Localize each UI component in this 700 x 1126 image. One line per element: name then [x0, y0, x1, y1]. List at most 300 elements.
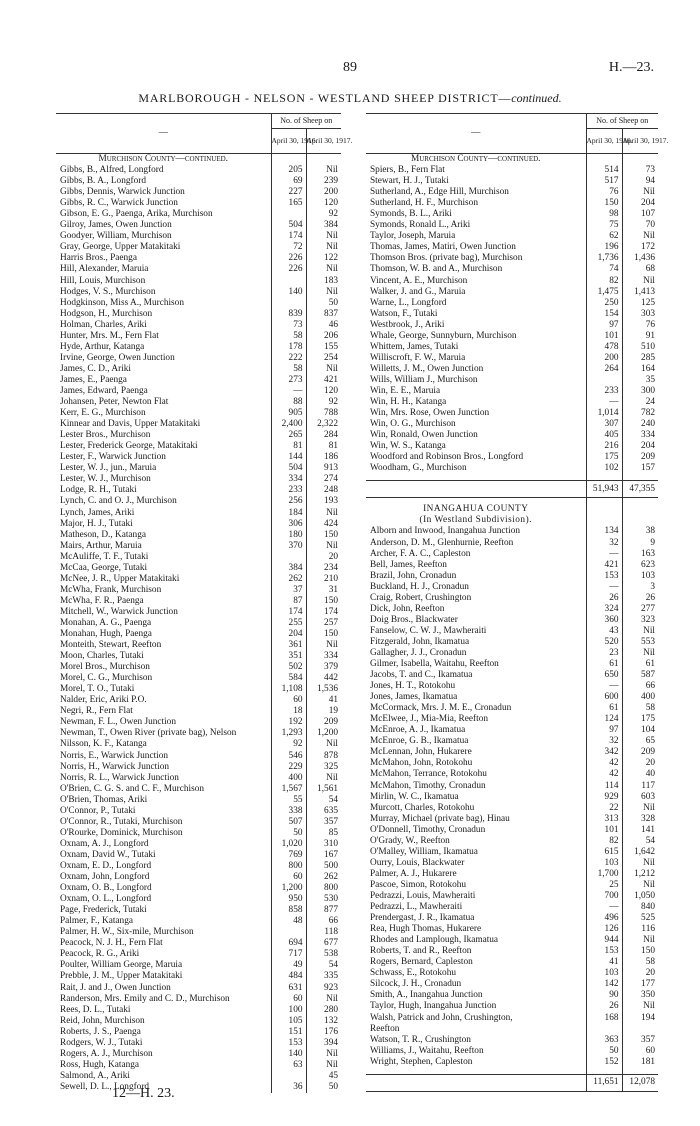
table-row — [56, 983, 341, 994]
sheep-1916: 76 — [586, 187, 622, 198]
sheep-1917: 204 — [622, 441, 658, 452]
section-heading: Murchison County—continued. — [410, 154, 541, 164]
owner-name: Page, Frederick, Tutaki — [60, 905, 147, 916]
sheep-1917: 107 — [622, 209, 658, 220]
sheep-1916: 192 — [271, 717, 306, 728]
table-row — [366, 968, 658, 979]
table-row — [56, 331, 341, 342]
table-row — [56, 949, 341, 960]
owner-name: Negri, R., Fern Flat — [60, 706, 133, 717]
sheep-1916: 256 — [271, 496, 306, 507]
sheep-1917: Nil — [622, 187, 658, 198]
table-row — [56, 695, 341, 706]
sheep-1916: 174 — [271, 231, 306, 242]
table-row — [56, 994, 341, 1005]
sheep-1916: 152 — [586, 1057, 622, 1068]
sheep-1916: 769 — [271, 850, 306, 861]
sheep-1917: 122 — [306, 253, 341, 264]
owner-name: Symonds, B. L., Ariki — [370, 209, 452, 220]
owner-name: Williscroft, F. W., Maruia — [370, 352, 466, 363]
sheep-1917: 3 — [622, 582, 658, 593]
sheep-1917: 248 — [306, 485, 341, 496]
sheep-1916: 204 — [271, 629, 306, 640]
sheep-1917: 177 — [622, 979, 658, 990]
table-row — [366, 902, 658, 913]
sheep-1916: 60 — [271, 872, 306, 883]
sheep-1916: 134 — [586, 526, 622, 537]
sheep-1917: 553 — [622, 637, 658, 648]
sheep-1916: 1,293 — [271, 728, 306, 739]
sheep-1917: 45 — [306, 1071, 341, 1082]
sheep-1917: 257 — [306, 618, 341, 629]
table-row — [56, 662, 341, 673]
table-row — [56, 883, 341, 894]
sheep-1917: 141 — [622, 825, 658, 836]
sheep-1917: 120 — [306, 198, 341, 209]
sheep-1917: 163 — [622, 549, 658, 560]
sheep-1916: 361 — [271, 640, 306, 651]
sheep-1916: 400 — [271, 773, 306, 784]
sheep-1917: 334 — [306, 651, 341, 662]
table-row — [366, 231, 658, 242]
table-row — [366, 736, 658, 747]
page-title — [0, 91, 700, 106]
owner-name: Win, H. H., Katanga — [370, 397, 447, 408]
owner-name: Palmer, H. W., Six-mile, Murchison — [60, 927, 194, 938]
owner-name: Hunter, Mrs. M., Fern Flat — [60, 330, 159, 341]
table-row — [366, 858, 658, 869]
owner-name: Williams, J., Waitahu, Reefton — [370, 1045, 484, 1056]
owner-name: Brazil, John, Cronadun — [370, 570, 457, 581]
sheep-1917: 41 — [306, 695, 341, 706]
title-suffix: continued. — [511, 91, 562, 105]
table-row — [56, 1082, 341, 1093]
table-row — [56, 894, 341, 905]
table-row — [56, 309, 341, 320]
sheep-1917: 150 — [306, 596, 341, 607]
table-row — [56, 264, 341, 275]
table-row — [56, 916, 341, 927]
sheep-1916: 700 — [586, 891, 622, 902]
table-row — [56, 419, 341, 430]
sheep-1917: 530 — [306, 894, 341, 905]
owner-name: Matheson, D., Katanga — [60, 529, 146, 540]
table-row — [366, 670, 658, 681]
sheep-1916: 504 — [271, 220, 306, 231]
table-row — [366, 681, 658, 692]
sheep-1917: 38 — [622, 526, 658, 537]
table-row — [56, 386, 341, 397]
table-row — [366, 747, 658, 758]
sheep-1916: 97 — [586, 725, 622, 736]
sheep-1917: 193 — [306, 496, 341, 507]
owner-name: James, Edward, Paenga — [60, 385, 148, 396]
sheep-1917: 280 — [306, 1005, 341, 1016]
sheep-1917: 400 — [622, 692, 658, 703]
sheep-1916: 504 — [271, 463, 306, 474]
table-row — [366, 615, 658, 626]
sheep-1917: Nil — [306, 541, 341, 552]
sheep-1916: 60 — [271, 695, 306, 706]
table-row — [56, 353, 341, 364]
table-row — [56, 795, 341, 806]
table-row — [56, 728, 341, 739]
owner-name: Doig Bros., Blackwater — [370, 614, 458, 625]
sheep-1916: 694 — [271, 938, 306, 949]
table-row — [366, 1046, 658, 1057]
table-row — [56, 585, 341, 596]
table-row — [366, 571, 658, 582]
table-row — [56, 817, 341, 828]
owner-name: O'Rourke, Dominick, Murchison — [60, 827, 183, 838]
table-row — [366, 957, 658, 968]
owner-name: Ross, Hugh, Katanga — [60, 1059, 140, 1070]
sheep-1916: 140 — [271, 287, 306, 298]
table-row — [56, 187, 341, 198]
sheep-1917: 840 — [622, 902, 658, 913]
sheep-1916: 615 — [586, 847, 622, 858]
sheep-1916: 105 — [271, 1016, 306, 1027]
sheep-1916: 264 — [586, 364, 622, 375]
sheep-1916: 496 — [586, 913, 622, 924]
sheep-1917: 116 — [622, 924, 658, 935]
owner-name: Norris, R. L., Warwick Junction — [60, 772, 179, 783]
sheep-1916: 72 — [271, 242, 306, 253]
sheep-1916: 600 — [586, 692, 622, 703]
sheep-1916: 153 — [271, 1038, 306, 1049]
table-row — [366, 979, 658, 990]
owner-name: Pedrazzi, Louis, Mawheraiti — [370, 891, 476, 901]
sheep-1917: 1,212 — [622, 869, 658, 880]
table-row — [366, 209, 658, 220]
sheep-1916: 324 — [586, 604, 622, 615]
table-row — [366, 386, 658, 397]
sheep-1916: 175 — [586, 452, 622, 463]
total-row — [366, 481, 658, 498]
sheep-1917: 206 — [306, 331, 341, 342]
table-row — [366, 353, 658, 364]
sheep-1916: 184 — [271, 508, 306, 519]
sheep-1916 — [586, 375, 622, 386]
table-row — [366, 331, 658, 342]
page-number: 89 — [343, 60, 357, 75]
sheep-1916: 74 — [586, 264, 622, 275]
table-row — [56, 1005, 341, 1016]
sheep-1916: 42 — [586, 769, 622, 780]
sheep-1917: 24 — [622, 397, 658, 408]
table-row — [366, 264, 658, 275]
sheep-1917: 323 — [622, 615, 658, 626]
owner-name: Gibbs, B. A., Longford — [60, 176, 146, 187]
sheep-1917: 40 — [622, 769, 658, 780]
table-row — [366, 946, 658, 957]
sheep-1917: 635 — [306, 806, 341, 817]
table-row — [366, 725, 658, 736]
sheep-1916: 717 — [271, 949, 306, 960]
owner-name: Lester, W. J., Murchison — [60, 474, 151, 485]
table-row — [56, 552, 341, 563]
sheep-1917: Nil — [306, 773, 341, 784]
owner-name: Roberts, J. S., Paenga — [60, 1026, 141, 1037]
sheep-1917: 54 — [306, 960, 341, 971]
sheep-1917: Nil — [306, 364, 341, 375]
sheep-1917: 50 — [306, 298, 341, 309]
sheep-1916: 1,108 — [271, 684, 306, 695]
owner-name: O'Malley, William, Ikamatua — [370, 846, 478, 857]
table-row — [56, 574, 341, 585]
sheep-1917: 132 — [306, 1016, 341, 1027]
sheep-1916: 153 — [586, 946, 622, 957]
owner-name: Moon, Charles, Tutaki — [60, 651, 144, 662]
table-row — [366, 869, 658, 880]
owner-name: Irvine, George, Owen Junction — [60, 352, 175, 363]
owner-name: Schwass, E., Rotokohu — [370, 968, 456, 979]
sheep-1917: 1,561 — [306, 784, 341, 795]
owner-name: Silcock, J. H., Cronadun — [370, 979, 462, 990]
sheep-1917: 394 — [306, 1038, 341, 1049]
owner-name: Roberts, T. and R., Reefton — [370, 946, 472, 957]
sheep-1916: 37 — [271, 585, 306, 596]
sheep-1916: 144 — [271, 452, 306, 463]
table-row — [56, 651, 341, 662]
table-row — [56, 1016, 341, 1027]
owner-name: Nilsson, K. F., Katanga — [60, 739, 147, 750]
owner-name: Watson, F., Tutaki — [370, 308, 438, 319]
owner-name: Symonds, Ronald L., Ariki — [370, 220, 471, 231]
total-label-cell — [366, 1074, 586, 1091]
owner-name: Kerr, E. G., Murchison — [60, 408, 146, 419]
owner-name: O'Grady, W., Reefton — [370, 835, 450, 846]
table-row — [366, 803, 658, 814]
owner-name: Lodge, R. H., Tutaki — [60, 485, 137, 496]
owner-name: McEnroe, G. B., Ikamatua — [370, 736, 469, 747]
sheep-1917: 68 — [622, 264, 658, 275]
sheep-1916 — [271, 1071, 306, 1082]
sheep-1916: 334 — [271, 474, 306, 485]
owner-name: McElwee, J., Mia-Mia, Reefton — [370, 714, 488, 725]
owner-name: Gallagher, J. J., Cronadun — [370, 647, 467, 658]
owner-name: James, C. D., Ariki — [60, 363, 132, 374]
sheep-1917: 66 — [622, 681, 658, 692]
sheep-1917: 335 — [306, 971, 341, 982]
table-row — [56, 629, 341, 640]
sheep-1917: 54 — [306, 795, 341, 806]
sheep-1917: 357 — [622, 1035, 658, 1046]
sheep-1917: 300 — [622, 386, 658, 397]
sheep-1916: 306 — [271, 519, 306, 530]
sheep-1916: 484 — [271, 971, 306, 982]
table-row — [366, 298, 658, 309]
owner-name: McWha, Frank, Murchison — [60, 584, 162, 595]
sheep-1916: 73 — [271, 320, 306, 331]
owner-name: Stewart, H. J., Tutaki — [370, 176, 449, 187]
header-dash: — — [56, 114, 271, 154]
sheep-1916: 196 — [586, 242, 622, 253]
sheep-1916: 26 — [586, 593, 622, 604]
table-row — [56, 253, 341, 264]
sheep-1916: 26 — [586, 1001, 622, 1012]
sheep-1917: Nil — [306, 264, 341, 275]
total-label-cell — [366, 481, 586, 498]
sheep-1916: 50 — [271, 828, 306, 839]
sheep-1917: Nil — [306, 231, 341, 242]
sheep-1916 — [271, 298, 306, 309]
table-row — [56, 861, 341, 872]
sheep-1917: 94 — [622, 176, 658, 187]
table-row — [56, 828, 341, 839]
sheep-1917: 20 — [622, 968, 658, 979]
table-row — [366, 397, 658, 408]
sheep-1916: 126 — [586, 924, 622, 935]
owner-name: Wright, Stephen, Capleston — [370, 1056, 473, 1067]
owner-name: Hodgkinson, Miss A., Murchison — [60, 297, 184, 308]
owner-name: Reid, John, Murchison — [60, 1015, 145, 1026]
sheep-1916: 360 — [586, 615, 622, 626]
sheep-1916: 1,567 — [271, 784, 306, 795]
owner-name: Holman, Charles, Ariki — [60, 319, 147, 330]
sheep-1917: 587 — [622, 670, 658, 681]
owner-name: McWha, F. R., Paenga — [60, 595, 144, 606]
table-row — [366, 463, 658, 474]
table-row — [56, 342, 341, 353]
owner-name: Gilmer, Isabella, Waitahu, Reefton — [370, 659, 499, 670]
owner-name: Lynch, James, Ariki — [60, 507, 135, 518]
owner-name: Oxnam, O. L., Longford — [60, 894, 152, 905]
sheep-1917: 1,050 — [622, 891, 658, 902]
sheep-1916: 363 — [586, 1035, 622, 1046]
sheep-1917: 103 — [622, 571, 658, 582]
owner-name: Poulter, William George, Maruia — [60, 960, 183, 971]
table-row — [56, 541, 341, 552]
table-row — [366, 375, 658, 386]
sheep-1917: 81 — [306, 441, 341, 452]
sheep-1917: 31 — [306, 585, 341, 596]
sheep-1916: 200 — [586, 353, 622, 364]
owner-name: James, E., Paenga — [60, 374, 127, 385]
table-row — [56, 850, 341, 861]
table-row — [366, 582, 658, 593]
table-row — [366, 792, 658, 803]
owner-name: Taylor, Hugh, Inangahua Junction — [370, 1001, 497, 1012]
owner-name: Hodges, V. S., Murchison — [60, 286, 156, 297]
sheep-1917: Nil — [622, 858, 658, 869]
sheep-1916: 63 — [271, 1060, 306, 1071]
sheep-1917: 837 — [306, 309, 341, 320]
sheep-1916: 944 — [586, 935, 622, 946]
table-row — [366, 276, 658, 287]
owner-name: Mitchell, W., Warwick Junction — [60, 606, 178, 617]
sheep-1917: Nil — [622, 935, 658, 946]
owner-name: Gray, George, Upper Matakitaki — [60, 242, 181, 253]
sheep-1917: 61 — [622, 659, 658, 670]
sheep-1916: 62 — [586, 231, 622, 242]
sheep-1917: 125 — [622, 298, 658, 309]
sheep-1917: 424 — [306, 519, 341, 530]
table-row — [366, 220, 658, 231]
footer-signature: 12—H. 23. — [112, 1086, 175, 1101]
owner-name: Mairs, Arthur, Maruia — [60, 540, 142, 551]
table-row — [56, 1071, 341, 1082]
sheep-1917: Nil — [622, 276, 658, 287]
owner-name: O'Brien, Thomas, Ariki — [60, 794, 148, 805]
table-row — [366, 648, 658, 659]
sheep-1917: 350 — [622, 990, 658, 1001]
table-row — [56, 441, 341, 452]
owner-name: Win, Mrs. Rose, Owen Junction — [370, 408, 490, 419]
sheep-1917: 9 — [622, 538, 658, 549]
sheep-1916: 142 — [586, 979, 622, 990]
sheep-1916: 97 — [586, 320, 622, 331]
sheep-1916: 140 — [271, 1049, 306, 1060]
sheep-1917: 204 — [622, 198, 658, 209]
sheep-1917: 91 — [622, 331, 658, 342]
owner-name: Hodgson, H., Murchison — [60, 308, 153, 319]
sheep-1916: 61 — [586, 659, 622, 670]
table-row — [56, 220, 341, 231]
total-1917: 12,078 — [622, 1074, 658, 1091]
owner-name: Hill, Alexander, Maruia — [60, 264, 149, 275]
sheep-1917: 234 — [306, 563, 341, 574]
sheep-1916: — — [271, 386, 306, 397]
table-row — [366, 769, 658, 780]
sheep-1916: 233 — [586, 386, 622, 397]
table-row — [366, 880, 658, 891]
table-row — [366, 408, 658, 419]
owner-name: Thomas, James, Matiri, Owen Junction — [370, 242, 516, 253]
owner-name: Smith, A., Inangahua Junction — [370, 990, 483, 1001]
sheep-1917: 19 — [306, 706, 341, 717]
sheep-1917: 66 — [306, 916, 341, 927]
owner-name: Craig, Robert, Crushington — [370, 592, 472, 603]
table-row — [366, 1057, 658, 1068]
sheep-1917: 54 — [622, 836, 658, 847]
sheep-1916 — [271, 276, 306, 287]
sheep-1916: 58 — [271, 364, 306, 375]
owner-name: Prebble, J. M., Upper Matakitaki — [60, 971, 183, 982]
table-row — [56, 508, 341, 519]
owner-name: Monteith, Stewart, Reefton — [60, 640, 162, 651]
sheep-1917: Nil — [306, 1049, 341, 1060]
owner-name: Anderson, D. M., Glenhurnie, Reefton — [370, 537, 514, 548]
sheep-1916: 50 — [586, 1046, 622, 1057]
owner-name: Lester, F., Warwick Junction — [60, 452, 166, 463]
owner-name: Thomson Bros. (private bag), Murchison — [370, 253, 523, 264]
owner-name: Archer, F. A. C., Capleston — [370, 548, 471, 559]
table-row — [366, 560, 658, 571]
left-table — [56, 113, 353, 1093]
owner-name: Rogers, Bernard, Capleston — [370, 957, 473, 968]
sheep-1916: 800 — [271, 861, 306, 872]
sheep-1917: Nil — [306, 508, 341, 519]
sheep-1916: 174 — [271, 607, 306, 618]
table-row — [366, 836, 658, 847]
owner-name: Bell, James, Reefton — [370, 559, 447, 570]
table-row — [366, 364, 658, 375]
sheep-1917: Nil — [306, 994, 341, 1005]
owner-name: Lester, Frederick George, Matakitaki — [60, 441, 198, 452]
owner-name: Lynch, C. and O. J., Murchison — [60, 496, 177, 507]
table-row — [56, 563, 341, 574]
table-row — [56, 452, 341, 463]
sheep-1916: — — [586, 681, 622, 692]
owner-name: McCormack, Mrs. J. M. E., Cronadun — [370, 703, 512, 714]
owner-name: Newman, T., Owen River (private bag), Nelson — [60, 728, 237, 739]
table-row — [366, 1035, 658, 1046]
right-table-body — [366, 154, 658, 1092]
sheep-1917: 210 — [306, 574, 341, 585]
sheep-1916: 153 — [586, 571, 622, 582]
sheep-1916: 1,700 — [586, 869, 622, 880]
